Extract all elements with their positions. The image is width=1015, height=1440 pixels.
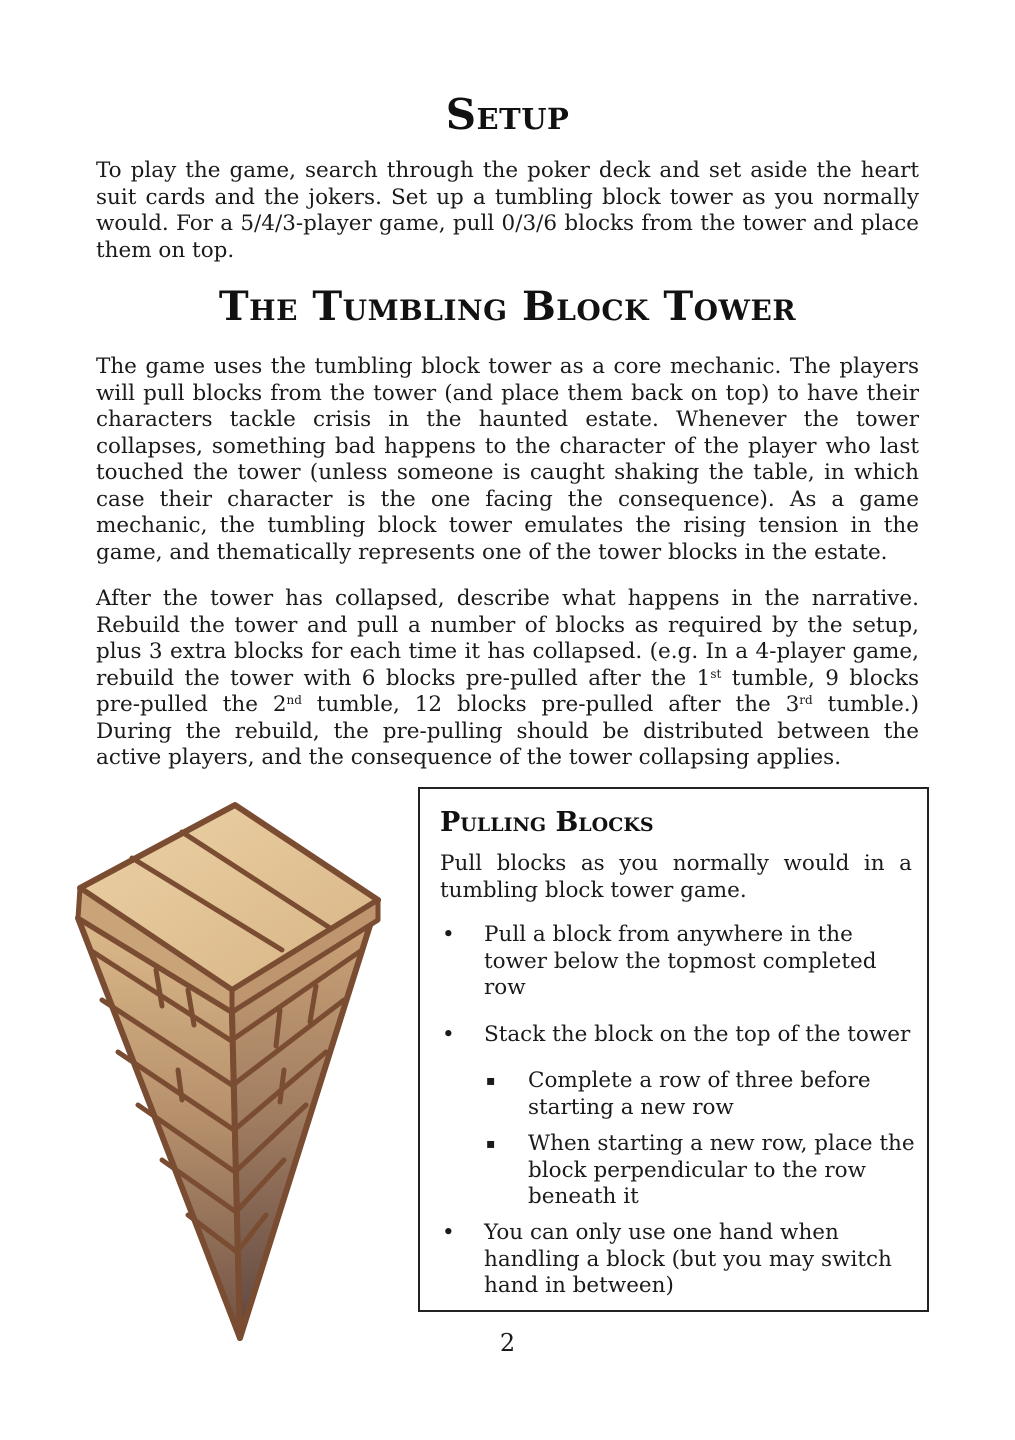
bullet-text: You can only use one hand when handling a block (but you may switch hand in between): [484, 1220, 892, 1298]
ordinal-1st: st: [710, 666, 722, 681]
tower-paragraph-2: [96, 586, 919, 772]
bullet-text: Stack the block on the top of the tower: [484, 1022, 911, 1047]
bullet-icon: •: [442, 922, 455, 947]
pulling-blocks-sidebar: [418, 787, 929, 1312]
ordinal-2nd: nd: [286, 693, 302, 707]
tumbling-tower-illustration: [70, 800, 390, 1345]
sub-bullet-text: Complete a row of three before starting a new row: [528, 1068, 871, 1120]
tower-heading: The Tumbling Block Tower: [218, 283, 797, 330]
sidebar-title: Pulling Blocks: [440, 807, 654, 838]
setup-heading: Setup: [445, 90, 570, 139]
bullet-icon: •: [442, 1022, 455, 1047]
tower-p2-text-4: tumble.) During the rebuild, the pre-pulling should be distributed between the active players, and the consequence of the tower collapsing applies.: [96, 692, 920, 770]
tower-p2-text-2: tumble, 9 blocks pre-pulled the 2: [96, 665, 919, 717]
square-bullet-icon: ▪: [486, 1136, 496, 1152]
tower-paragraph-1: The game uses the tumbling block tower as a core mechanic. The players will pull blocks from the tower (and place them back on top) to have their characters tackle crisis in the haunted estate. Whenever the tower collapses, something bad happens to the character of the player who last touched the tower (unless someone is caught shaking the table, in which case their character is the one facing the consequence). As a game mechanic, the tumbling block tower emulates the rising tension in the game, and thematically represents one of the tower blocks in the estate.: [96, 354, 919, 565]
tower-p2-text-3: tumble, 12 blocks pre-pulled after the 3: [301, 692, 800, 717]
bullet-icon: •: [442, 1220, 455, 1245]
sidebar-intro: Pull blocks as you normally would in a tumbling block tower game.: [440, 851, 912, 903]
ordinal-3rd: rd: [799, 693, 813, 707]
sub-bullet-text: When starting a new row, place the block perpendicular to the row beneath it: [528, 1131, 915, 1209]
square-bullet-icon: ▪: [486, 1073, 496, 1089]
tower-p2-text-1: After the tower has collapsed, describe what happens in the narrative. Rebuild the tower and pull a number of blocks as required by the setup, plus 3 extra blocks for each time it has collapsed. (e.g. In a 4-player game, rebuild the tower with 6 blocks pre-pulled after the 1: [96, 586, 919, 691]
bullet-text: Pull a block from anywhere in the tower below the topmost completed row: [484, 922, 877, 1000]
setup-paragraph: To play the game, search through the poker deck and set aside the heart suit cards and the jokers. Set up a tumbling block tower as you normally would. For a 5/4/3-player game, pull 0/3/6 blocks from the tower and place them on top.: [96, 158, 919, 263]
page-number: 2: [499, 1329, 516, 1357]
